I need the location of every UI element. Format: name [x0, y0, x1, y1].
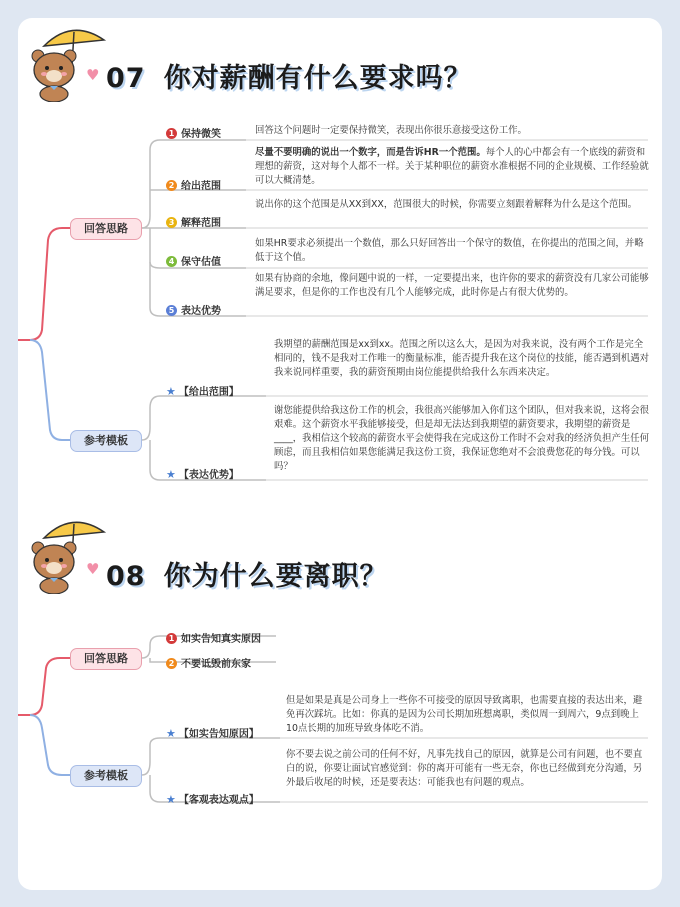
- badge-4: 4: [166, 256, 177, 267]
- template-2: [166, 466, 239, 481]
- star-icon: ★: [166, 727, 176, 740]
- point-2-body: 每个人的心中都会有一个底线的薪资和理想的薪资，这对每个人都不一样。关于某种职位的薪资水准根据不同的企业规模、工作经验就可以大概清楚。: [255, 147, 649, 186]
- section1-number: 07: [106, 63, 146, 94]
- point-2-label: 给出范围: [181, 181, 221, 192]
- badge-5: 5: [166, 305, 177, 316]
- point-3-label: 解释范围: [181, 218, 221, 229]
- star-icon: ★: [166, 793, 176, 806]
- s2-point-1: [166, 630, 261, 645]
- point-4-text: 如果HR要求必须提出一个数值，那么只好回答出一个保守的数值，在你提出的范围之间，并略低于这个值。: [255, 238, 644, 263]
- point-3-text: 说出你的这个范围是从XX到XX，范围很大的时候，你需要立刻跟着解释为什么是这个范围。: [255, 199, 637, 210]
- point-5-label: 表达优势: [181, 306, 221, 317]
- template-1-text: 我期望的薪酬范围是xx到xx。范围之所以这么大，是因为对我来说，没有两个工作是完全相同的，钱不是我对工作唯一的衡量标准，能否提升我在这个岗位的技能，能否遇到机遇对我来说同样重要，我的薪资预期由岗位能提供给我什么东西来决定。: [274, 339, 650, 378]
- section2-answer-node: 回答思路: [70, 648, 142, 670]
- point-1-label: 保持微笑: [181, 129, 221, 140]
- section1-title: [106, 56, 472, 95]
- point-5-text: 如果有协商的余地，像问题中说的一样，一定要提出来，也许你的要求的薪资没有几家公司能够满足要求，但是你的工作也没有几个人能够完成，此时你是占有很大优势的。: [255, 273, 649, 298]
- s2-point-2: [166, 655, 251, 670]
- section2-number: 08: [106, 561, 146, 592]
- s2-badge-1: 1: [166, 633, 177, 644]
- section1-answer-node: 回答思路: [70, 218, 142, 240]
- template-1-label: 【给出范围】: [178, 387, 239, 398]
- point-3: [166, 214, 221, 229]
- s2-point-2-label: 不要诋毁前东家: [181, 659, 251, 670]
- heart-icon: ♥: [86, 560, 100, 578]
- star-icon: ★: [166, 468, 176, 481]
- star-icon: ★: [166, 385, 176, 398]
- s2-template-2-text: 你不要去说之前公司的任何不好，凡事先找自己的原因，就算是公司有问题，也不要直白的说，你要让面试官感觉到：你的离开可能有一些无奈，你也已经做到充分沟通，另外最后收尾的时候，还是要表达：可能我也有问题的观点。: [286, 749, 643, 788]
- point-4: [166, 253, 221, 268]
- section2-title-text: 你为什么要离职？: [163, 561, 388, 592]
- s2-point-1-label: 如实告知真实原因: [181, 634, 261, 645]
- point-1-text: 回答这个问题时一定要保持微笑，表现出你很乐意接受这份工作。: [255, 125, 527, 136]
- section2-template-node: 参考模板: [70, 765, 142, 787]
- heart-icon: ♥: [86, 66, 100, 84]
- bear-umbrella-mascot-icon: [26, 24, 110, 102]
- badge-1: 1: [166, 128, 177, 139]
- section2-title: [106, 554, 388, 593]
- s2-template-2: [166, 791, 259, 806]
- s2-template-1-text: 但是如果是真是公司身上一些你不可接受的原因导致离职，也需要直接的表达出来，避免再次踩坑。比如：你真的是因为公司长期加班想离职，类似周一到周六，9点到晚上10点长期的加班导致身体吃不消。: [286, 695, 643, 734]
- s2-template-1-label: 【如实告知原因】: [178, 729, 259, 740]
- point-2: [166, 177, 221, 192]
- template-2-label: 【表达优势】: [178, 470, 239, 481]
- badge-2: 2: [166, 180, 177, 191]
- section1-template-node: 参考模板: [70, 430, 142, 452]
- point-5: [166, 302, 221, 317]
- bear-umbrella-mascot-icon: [26, 516, 110, 594]
- template-2-text: 谢您能提供给我这份工作的机会，我很高兴能够加入你们这个团队，但对我来说，这将会很艰难。这个薪资水平我能够接受，但是却无法达到我期望的薪资要求，我期望的薪资是____，我相信这个较高的薪资水平会使得我在完成这份工作时不会对我的经济负担产生任何顾虑，而且我相信如果您能满足我这份工资，我保证您绝对不会浪费您花的每分钱。可以吗？: [274, 405, 650, 472]
- point-1: [166, 125, 221, 140]
- point-4-label: 保守估值: [181, 257, 221, 268]
- template-1: [166, 383, 239, 398]
- s2-template-1: [166, 725, 259, 740]
- s2-template-2-label: 【客观表达观点】: [178, 795, 259, 806]
- point-2-text: [255, 146, 650, 188]
- section1-title-text: 你对薪酬有什么要求吗？: [163, 63, 472, 94]
- badge-3: 3: [166, 217, 177, 228]
- point-2-bold: 尽量不要明确的说出一个数字，而是告诉HR一个范围。: [255, 147, 486, 158]
- s2-badge-2: 2: [166, 658, 177, 669]
